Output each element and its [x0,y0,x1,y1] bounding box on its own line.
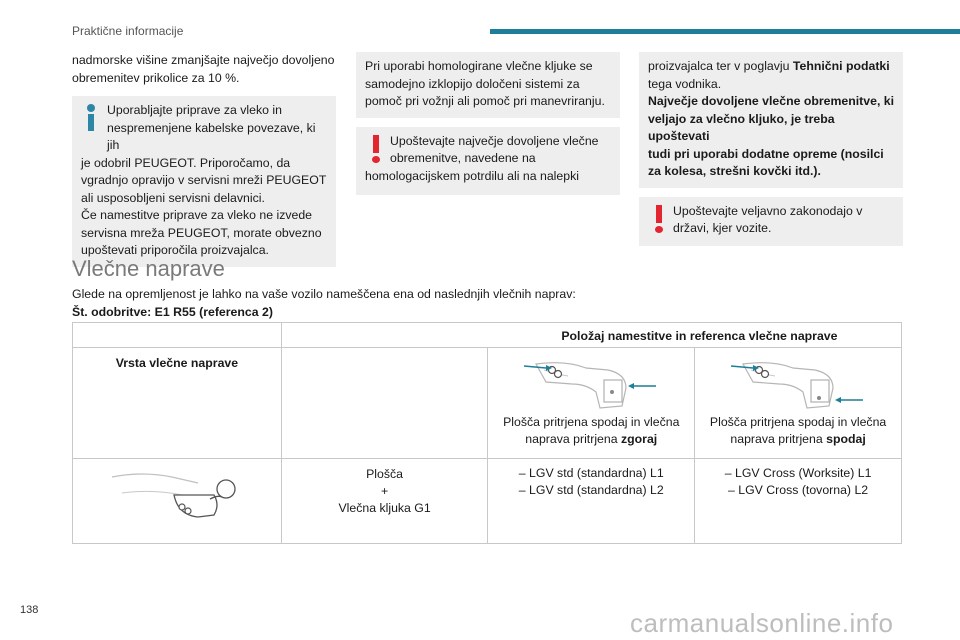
warning-line: homologacijskem potrdilu ali na nalepki [365,168,579,183]
info-line: servisna mreža PEUGEOT, morate obvezno [81,225,322,240]
caption-mount-top: Plošča pritrjena spodaj in vlečna naprava pritrjena zgoraj [503,415,680,446]
table-corner-cell [73,323,282,348]
tech-note-bold-line: tudi pri uporabi dodatne opreme (nosilci [648,146,884,161]
section-intro: Glede na opremljenost je lahko na vaše vozilo nameščena ena od naslednjih vlečnih naprav: [72,287,576,301]
table-row-type-cell [281,459,488,544]
table-header-mount-top [488,348,695,459]
table-row-list-bottom [695,459,902,544]
info-box [72,96,336,267]
info-line: vgradnjo opravijo v servisni mreži PEUGEOT [81,173,327,187]
caption-mount-bottom: Plošča pritrjena spodaj in vlečna naprava pritrjena spodaj [709,415,887,446]
info-line: Če namestitve priprave za vleko ne izvede [81,208,313,222]
table-header-mount-bottom [695,348,902,459]
warning-box [356,127,620,196]
info-line: nespremenjene kabelske povezave, ki jih [107,120,316,152]
table-header-position: Položaj namestitve in referenca vlečne naprave [281,323,901,348]
table-header-spacer [281,348,488,459]
info-icon [87,104,95,130]
tech-note-box [639,52,903,188]
tech-note-bold-line: Največje dovoljene vlečne obremenitve, ki [648,94,895,108]
column-middle [356,52,620,195]
tech-data-reference: Tehnični podatki [792,59,890,73]
info-line: je odobril PEUGEOT. Priporočamo, da [81,155,291,170]
info-line: Uporabljajte priprave za vleko in [107,103,282,117]
warning-icon [372,135,380,163]
table-row-image-cell [73,459,282,544]
running-header: Praktične informacije [72,24,184,38]
tech-note-line: proizvajalca ter v poglavju Tehnični podatki [648,59,890,73]
warning-line: državi, kjer vozite. [673,221,772,235]
list-item: – LGV Cross (tovorna) L2 [728,483,869,497]
warning-box [639,197,903,246]
info-line: ali usposobljeni servisni delavnici. [81,190,265,205]
header-accent-bar [490,29,960,34]
warning-icon [655,205,663,233]
column-right [639,52,903,246]
table-header-type: Vrsta vlečne naprave [73,348,282,459]
table-row-list-top [488,459,695,544]
mount-top-illustration [516,354,666,412]
list-item: – LGV Cross (Worksite) L1 [724,466,872,480]
warning-line: Upoštevajte veljavno zakonodajo v [673,203,863,218]
section-heading: Vlečne naprave [72,256,225,281]
paragraph-altitude: nadmorske višine zmanjšajte največjo dovoljeno obremenitev prikolice za 10 %. [72,53,335,85]
tech-note-line: tega vodnika. [648,76,722,91]
type-line: Vlečna kljuka G1 [338,501,431,515]
type-line: + [380,484,389,498]
warning-line: obremenitve, navedene na [390,151,536,165]
type-line: Plošča [366,467,404,481]
note-box: Pri uporabi homologirane vlečne kljuke se samodejno izklopijo določeni sistemi za pomoč pri vožnji ali pomoč pri manevriranju. [356,52,620,118]
column-left [72,52,336,267]
tech-note-bold-line: za kolesa, strešni kovčki itd.). [648,164,821,178]
towing-device-table [72,322,902,544]
info-line: upoštevati priporočila proizvajalca. [81,243,269,257]
tow-ball-illustration [102,465,252,529]
approval-number: Št. odobritve: E1 R55 (referenca 2) [72,305,273,319]
list-item: – LGV std (standardna) L2 [518,483,664,497]
mount-bottom-illustration [723,354,873,412]
list-item: – LGV std (standardna) L1 [518,466,664,480]
warning-line: Upoštevajte največje dovoljene vlečne [390,133,599,148]
page-number: 138 [20,604,39,616]
tech-note-bold-line: veljajo za vlečno kljuko, je treba upoštevati [648,111,835,143]
watermark: carmanualsonline.info [630,608,894,638]
